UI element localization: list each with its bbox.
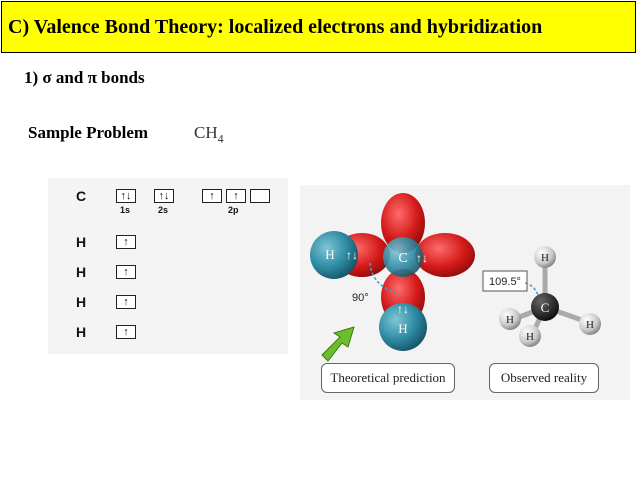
formula-main: CH xyxy=(194,123,218,142)
formula-subscript: 4 xyxy=(217,131,224,146)
label-2p: 2p xyxy=(228,205,239,215)
title-bar xyxy=(1,1,636,53)
orbital-box-h4: ↑ xyxy=(116,325,136,339)
orbital-box-h1: ↑ xyxy=(116,235,136,249)
carbon-symbol: C xyxy=(76,188,87,204)
hydrogen-label-observed: H xyxy=(526,331,534,343)
section-heading: 1) σ and π bonds xyxy=(24,68,145,87)
hydrogen-label-observed: H xyxy=(506,314,514,326)
hydrogen-symbol: H xyxy=(76,324,87,340)
hydrogen-label-observed: H xyxy=(586,319,594,331)
angle-label-90: 90° xyxy=(352,292,369,304)
label-1s: 1s xyxy=(120,205,131,215)
orbital-box-2p-x: ↑ xyxy=(202,189,222,203)
slide-title: C) Valence Bond Theory: localized electrons and hybridization xyxy=(8,16,543,38)
molecular-formula xyxy=(194,123,224,146)
orbital-box-h3: ↑ xyxy=(116,295,136,309)
orbital-box-2p-y: ↑ xyxy=(226,189,246,203)
orbital-box-2p-z xyxy=(250,189,270,203)
hydrogen-symbol: H xyxy=(76,264,87,280)
carbon-label-theoretical: C xyxy=(398,251,408,266)
carbon-label-observed: C xyxy=(540,300,550,315)
electron-pair-arrows: ↑↓ xyxy=(346,248,358,262)
electron-pair-arrows: ↑↓ xyxy=(397,302,409,316)
orbital-box-h2: ↑ xyxy=(116,265,136,279)
hydrogen-symbol: H xyxy=(76,234,87,250)
hydrogen-label-left: H xyxy=(325,247,335,262)
methane-model-illustration xyxy=(300,185,630,400)
orbital-box-1s: ↑↓ xyxy=(116,189,136,203)
orbital-box-2s: ↑↓ xyxy=(154,189,174,203)
hydrogen-label-bottom: H xyxy=(398,321,408,336)
angle-label-109: 109.5° xyxy=(489,276,521,288)
sample-problem-label: Sample Problem xyxy=(28,123,149,142)
theoretical-prediction-caption: Theoretical prediction xyxy=(321,363,455,393)
electron-pair-arrows: ↑↓ xyxy=(416,251,428,265)
observed-reality-caption: Observed reality xyxy=(489,363,599,393)
hydrogen-label-observed: H xyxy=(541,252,549,264)
label-2s: 2s xyxy=(158,205,169,215)
hydrogen-symbol: H xyxy=(76,294,87,310)
orbital-diagram xyxy=(48,178,288,354)
